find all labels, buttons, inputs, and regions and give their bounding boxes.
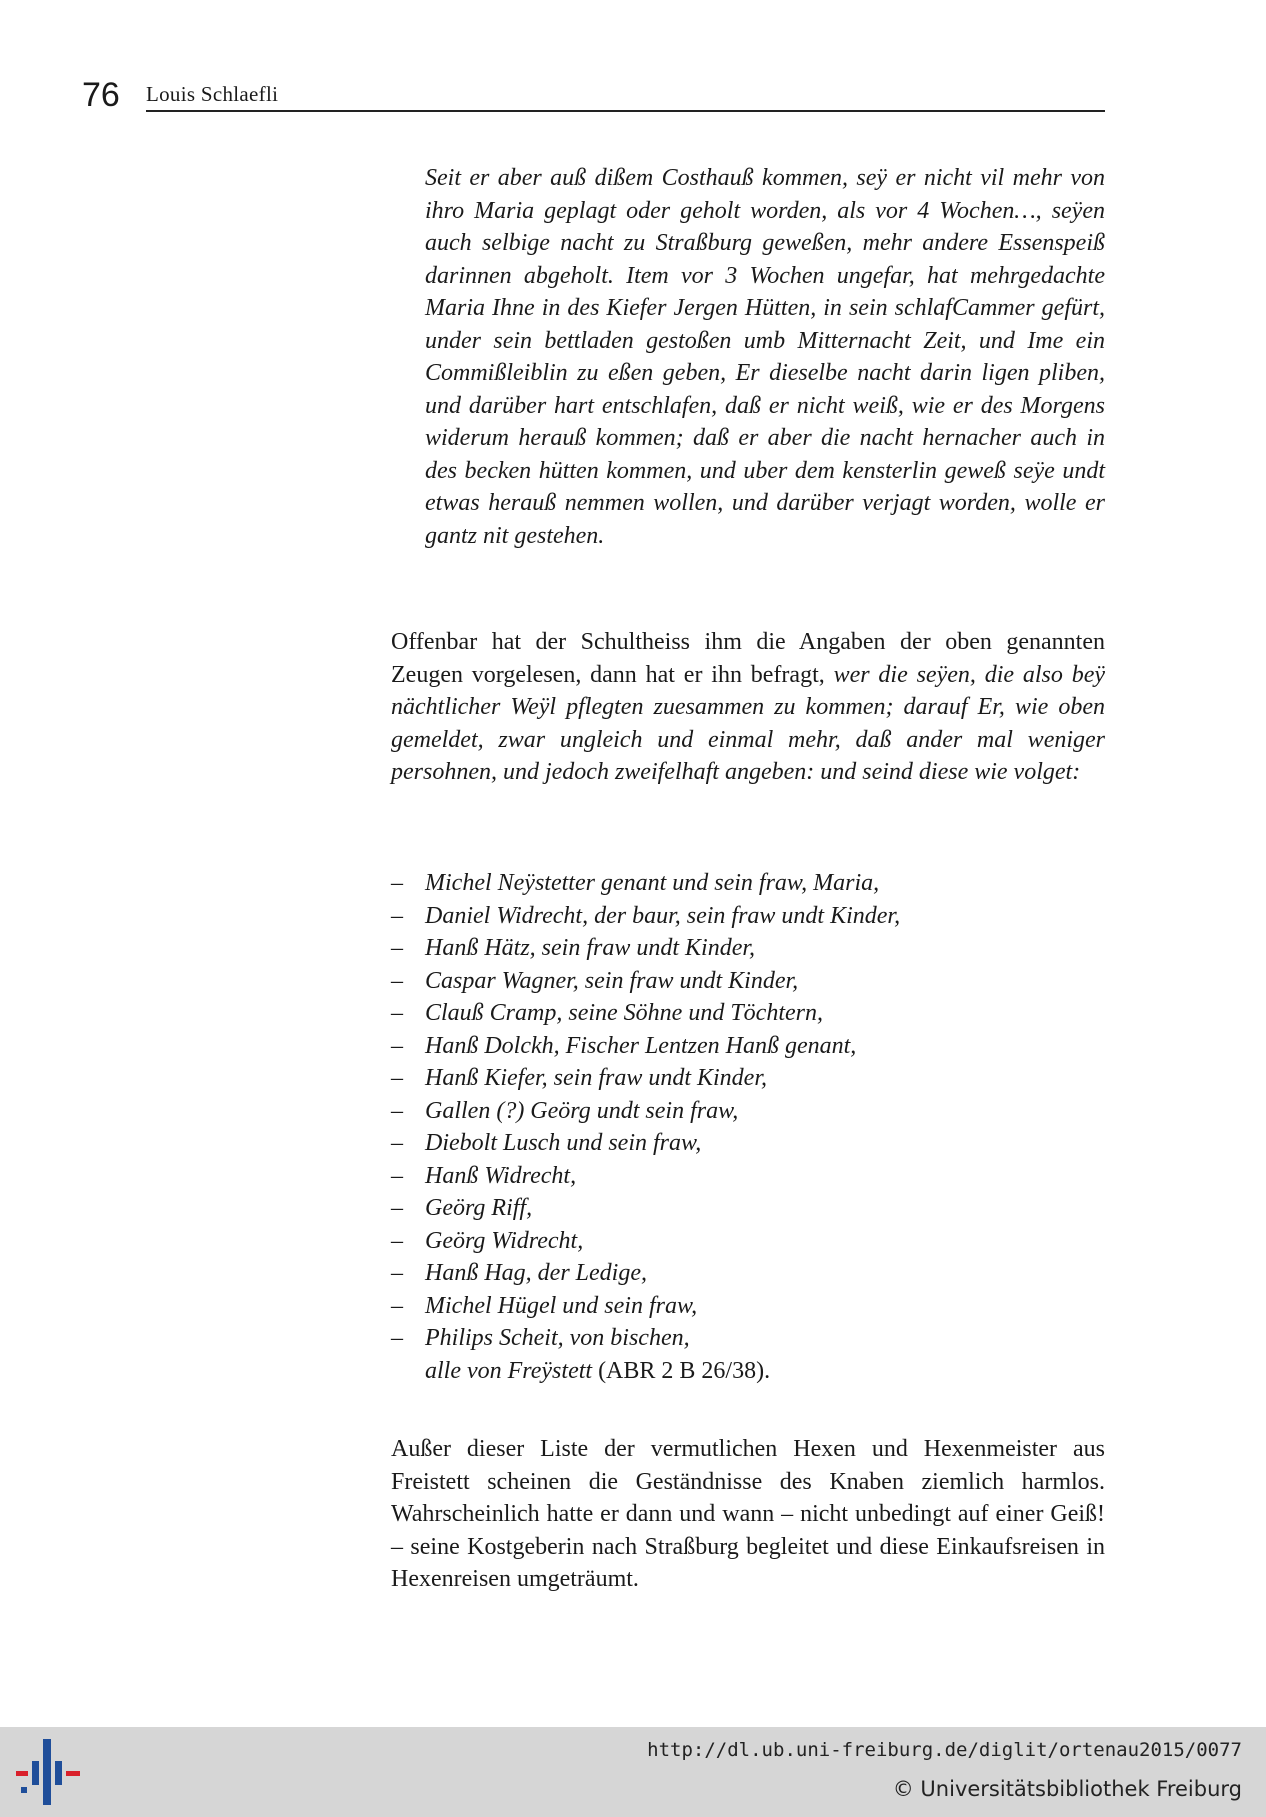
list-dash: – [391,1097,403,1124]
list-item [391,965,1105,998]
list-item [391,1062,1105,1095]
list-continuation-italic: alle von Freÿstett [425,1357,593,1384]
list-dash: – [391,1162,403,1189]
list-item-text: Hanß Hätz, sein fraw undt Kinder, [425,935,756,961]
list-item-text: Geörg Widrecht, [425,1227,584,1254]
page-number: 76 [82,76,120,114]
list-item-text: Michel Hügel und sein fraw, [425,1292,698,1319]
list-item-text: Hanß Dolckh, Fischer Lentzen Hanß genant, [425,1032,857,1059]
list-item-text: Michel Neÿstetter genant und sein fraw, Maria, [425,870,880,896]
list-item [391,997,1105,1030]
list-dash: – [391,1292,403,1319]
list-dash: – [391,967,403,994]
list-dash: – [391,1227,403,1254]
list-dash: – [391,1325,403,1351]
list-item-text: Gallen (?) Geörg undt sein fraw, [425,1097,739,1124]
list-item [391,932,1105,965]
list-dash: – [391,1195,403,1221]
list-dash: – [391,935,403,961]
archive-reference: (ABR 2 B 26/38). [598,1357,771,1384]
list-dash: – [391,1260,403,1286]
paragraph-1-normal: Offenbar hat der Schultheiss ihm die Angaben der oben genannten Zeugen vorgelesen, dann hat er ihn befragt, [391,629,1105,688]
list-item [391,1030,1105,1063]
list-item-text: Caspar Wagner, sein fraw undt Kinder, [425,967,799,994]
block-quote: Seit er aber auß dißem Costhauß kommen, seÿ er nicht vil mehr von ihro Maria geplagt oder geholt worden, als vor 4 Wochen…, seÿen auch selbige nacht zu Straßburg geweßen, mehr andere Essenspeiß darinnen abgeholt. Item vor 3 Wochen ungefar, hat mehrgedachte Maria Ihne in des Kiefer Jergen Hütten, in sein schlafCammer gefürt, under sein bettladen gestoßen umb Mitternacht Zeit, und Ime ein Commißleiblin zu eßen geben, Er dieselbe nacht darin ligen pliben, und darüber hart entschlafen, daß er nicht weiß, wie er des Morgens widerum herauß kommen; daß er aber die nacht hernacher auch in des becken hütten kommen, und uber dem kensterlin geweß seÿe undt etwas herauß nemmen wollen, und darüber verjagt worden, wolle er gantz nit gestehen. [425,165,1105,549]
list-item [391,867,1105,900]
list-item [391,1160,1105,1193]
list-dash: – [391,902,403,929]
list-dash: – [391,870,403,896]
list-dash: – [391,1000,403,1026]
list-item-text: Diebolt Lusch und sein fraw, [425,1130,702,1156]
list-continuation [391,1355,1105,1388]
list-item-text: Geörg Riff, [425,1195,533,1221]
list-dash: – [391,1065,403,1091]
footer-url[interactable]: http://dl.ub.uni-freiburg.de/diglit/ortenau2015/0077 [647,1739,1242,1761]
list-dash: – [391,1032,403,1059]
header-rule [146,110,1105,112]
paragraph-1 [391,626,1105,789]
footer-bar [0,1727,1266,1817]
ub-freiburg-logo [16,1739,80,1805]
list-item [391,1322,1105,1355]
list-item-text: Philips Scheit, von bischen, [425,1325,690,1351]
list-dash: – [391,1130,403,1156]
list-item-text: Hanß Widrecht, [425,1162,577,1189]
list-item [391,1290,1105,1323]
list-item [391,1257,1105,1290]
footer-copyright: © Universitätsbibliothek Freiburg [892,1777,1242,1801]
list-item [391,1127,1105,1160]
list-item [391,1095,1105,1128]
list-item-text: Daniel Widrecht, der baur, sein fraw undt Kinder, [425,902,901,929]
list-item-text: Hanß Kiefer, sein fraw undt Kinder, [425,1065,768,1091]
list-item [391,1225,1105,1258]
name-list [391,867,1105,1387]
list-item-text: Clauß Cramp, seine Söhne und Töchtern, [425,1000,823,1026]
page-header [82,78,1105,112]
list-item [391,1192,1105,1225]
running-head: Louis Schlaefli [146,82,279,106]
list-item [391,900,1105,933]
paragraph-2: Außer dieser Liste der vermutlichen Hexen und Hexenmeister aus Freistett scheinen die Geständnisse des Knaben ziemlich harmlos. Wahrscheinlich hatte er dann und wann – nicht unbedingt auf einer Geiß! – seine Kostgeberin nach Straßburg begleitet und diese Einkaufsreisen in Hexenreisen umgeträumt. [391,1436,1105,1592]
paragraph-1-italic: wer die seÿen, die also beÿ nächtlicher Weÿl pflegten zuesammen zu kommen; darauf Er, wie oben gemeldet, zwar ungleich und einmal mehr, daß ander mal weniger persohnen, und jedoch zweifelhaft angeben: und seind diese wie volget: [391,661,1106,785]
list-item-text: Hanß Hag, der Ledige, [425,1260,647,1286]
